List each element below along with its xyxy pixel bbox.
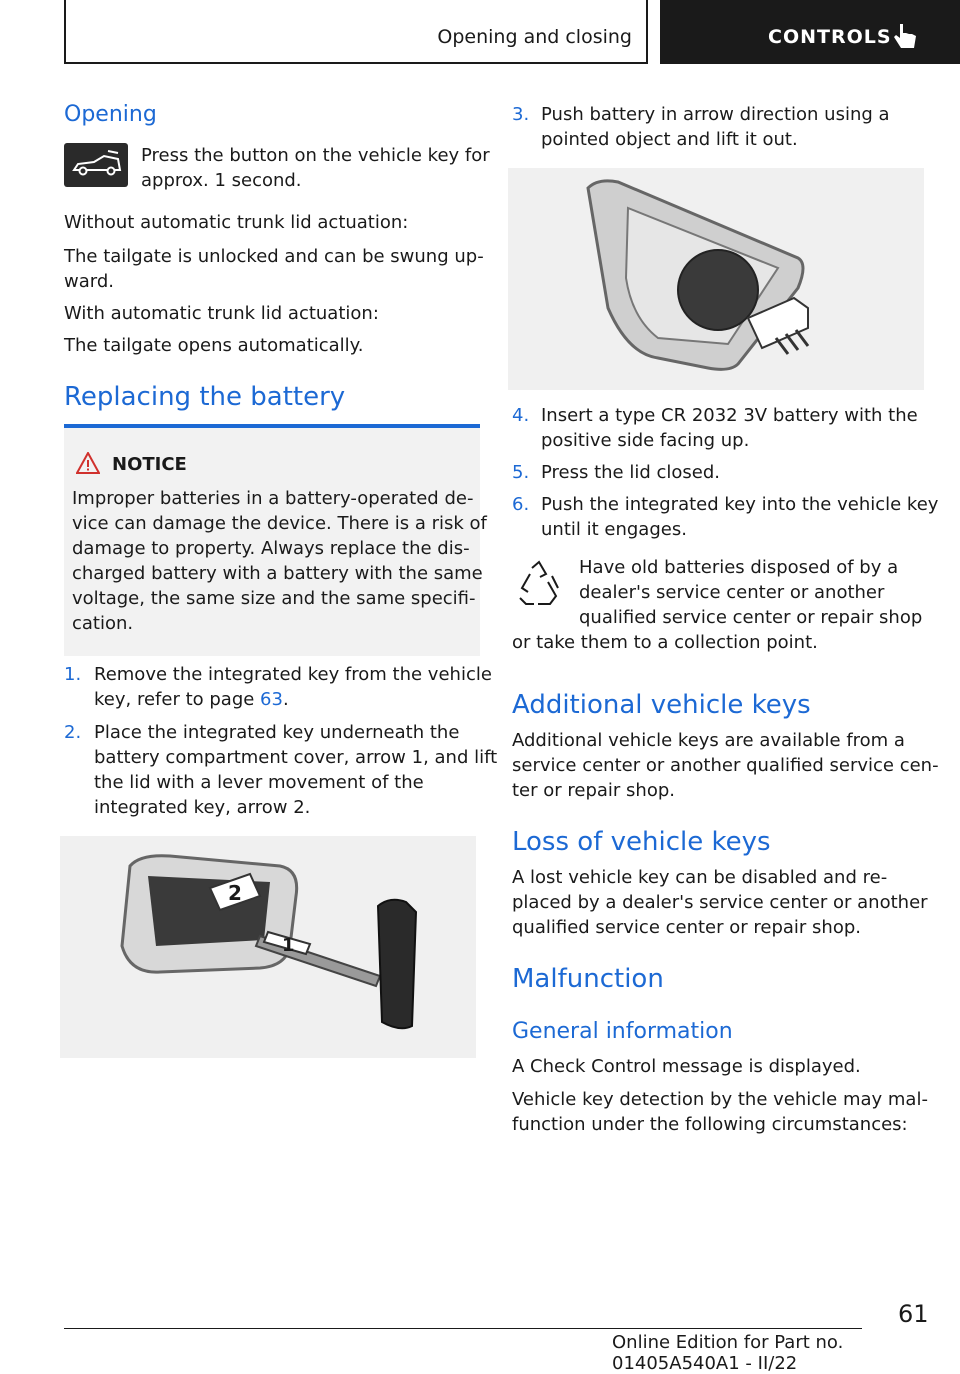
opening-paragraph: The tailgate is unlocked and can be swung up- <box>64 246 484 267</box>
notice-line: vice can damage the device. There is a risk of <box>72 513 487 534</box>
page-reference-link[interactable]: 63 <box>260 689 283 710</box>
malfunction-text: Vehicle key detection by the vehicle may mal- <box>512 1089 928 1110</box>
step-text: the lid with a lever movement of the <box>94 772 424 793</box>
arrow-2-label: 2 <box>228 881 242 905</box>
battery-heading: Replacing the battery <box>64 382 346 412</box>
additional-keys-heading: Additional vehicle keys <box>512 690 811 720</box>
arrow-1-label: 1 <box>282 935 295 956</box>
loss-keys-text: qualified service center or repair shop. <box>512 917 861 938</box>
step-text: Insert a type CR 2032 3V battery with the <box>541 405 918 426</box>
step-text: Place the integrated key underneath the <box>94 722 460 743</box>
step-text: key, refer to page 63. <box>94 689 289 710</box>
header-section-title: Opening and closing <box>437 26 632 48</box>
footer-edition: Online Edition for Part no. 01405A540A1 - II/22 <box>612 1332 844 1374</box>
step-number: 2. <box>64 722 82 743</box>
malfunction-text: function under the following circumstances: <box>512 1114 908 1135</box>
step-number: 5. <box>512 462 530 483</box>
loss-keys-heading: Loss of vehicle keys <box>512 827 771 857</box>
battery-removal-illustration <box>508 168 924 390</box>
step-text: integrated key, arrow 2. <box>94 797 311 818</box>
step-text: Press the lid closed. <box>541 462 721 483</box>
pointing-hand-icon <box>892 22 918 52</box>
recycle-icon <box>512 558 566 612</box>
opening-button-text-2: approx. 1 second. <box>141 170 302 191</box>
opening-paragraph: The tailgate opens automatically. <box>64 335 364 356</box>
notice-line: damage to property. Always replace the dis- <box>72 538 470 559</box>
header-chapter-title: CONTROLS <box>768 26 892 48</box>
notice-line: voltage, the same size and the same specifi- <box>72 588 476 609</box>
recycle-text: or take them to a collection point. <box>512 632 818 653</box>
notice-title: NOTICE <box>112 454 187 475</box>
notice-line: cation. <box>72 613 134 634</box>
opening-paragraph: Without automatic trunk lid actuation: <box>64 212 409 233</box>
opening-paragraph: ward. <box>64 271 114 292</box>
car-tailgate-button-icon <box>64 143 128 187</box>
step-number: 3. <box>512 104 530 125</box>
malfunction-text: A Check Control message is displayed. <box>512 1056 861 1077</box>
opening-paragraph: With automatic trunk lid actuation: <box>64 303 379 324</box>
step-text: Push battery in arrow direction using a <box>541 104 890 125</box>
additional-keys-text: service center or another qualified service cen- <box>512 755 939 776</box>
loss-keys-text: A lost vehicle key can be disabled and re- <box>512 867 888 888</box>
header-section-box <box>64 0 648 64</box>
step-number: 6. <box>512 494 530 515</box>
malfunction-heading: Malfunction <box>512 964 664 994</box>
header-chapter-box <box>660 0 960 64</box>
additional-keys-text: ter or repair shop. <box>512 780 675 801</box>
step-number: 4. <box>512 405 530 426</box>
opening-button-text-1: Press the button on the vehicle key for <box>141 145 490 166</box>
step-number: 1. <box>64 664 82 685</box>
step-text: battery compartment cover, arrow 1, and lift <box>94 747 498 768</box>
general-information-heading: General information <box>512 1019 733 1044</box>
step-text: Push the integrated key into the vehicle key <box>541 494 939 515</box>
step-text: positive side facing up. <box>541 430 750 451</box>
notice-line: charged battery with a battery with the same <box>72 563 483 584</box>
recycle-text: qualified service center or repair shop <box>579 607 923 628</box>
step-text: Remove the integrated key from the vehicle <box>94 664 492 685</box>
key-lid-illustration <box>60 836 476 1058</box>
recycle-text: Have old batteries disposed of by a <box>579 557 899 578</box>
step-text: until it engages. <box>541 519 687 540</box>
opening-heading: Opening <box>64 102 157 127</box>
footer-divider <box>64 1328 862 1329</box>
warning-triangle-icon <box>76 452 100 474</box>
page-number: 61 <box>898 1300 929 1328</box>
additional-keys-text: Additional vehicle keys are available from a <box>512 730 905 751</box>
recycle-text: dealer's service center or another <box>579 582 885 603</box>
loss-keys-text: placed by a dealer's service center or another <box>512 892 928 913</box>
notice-line: Improper batteries in a battery-operated de- <box>72 488 474 509</box>
step-text: pointed object and lift it out. <box>541 129 798 150</box>
